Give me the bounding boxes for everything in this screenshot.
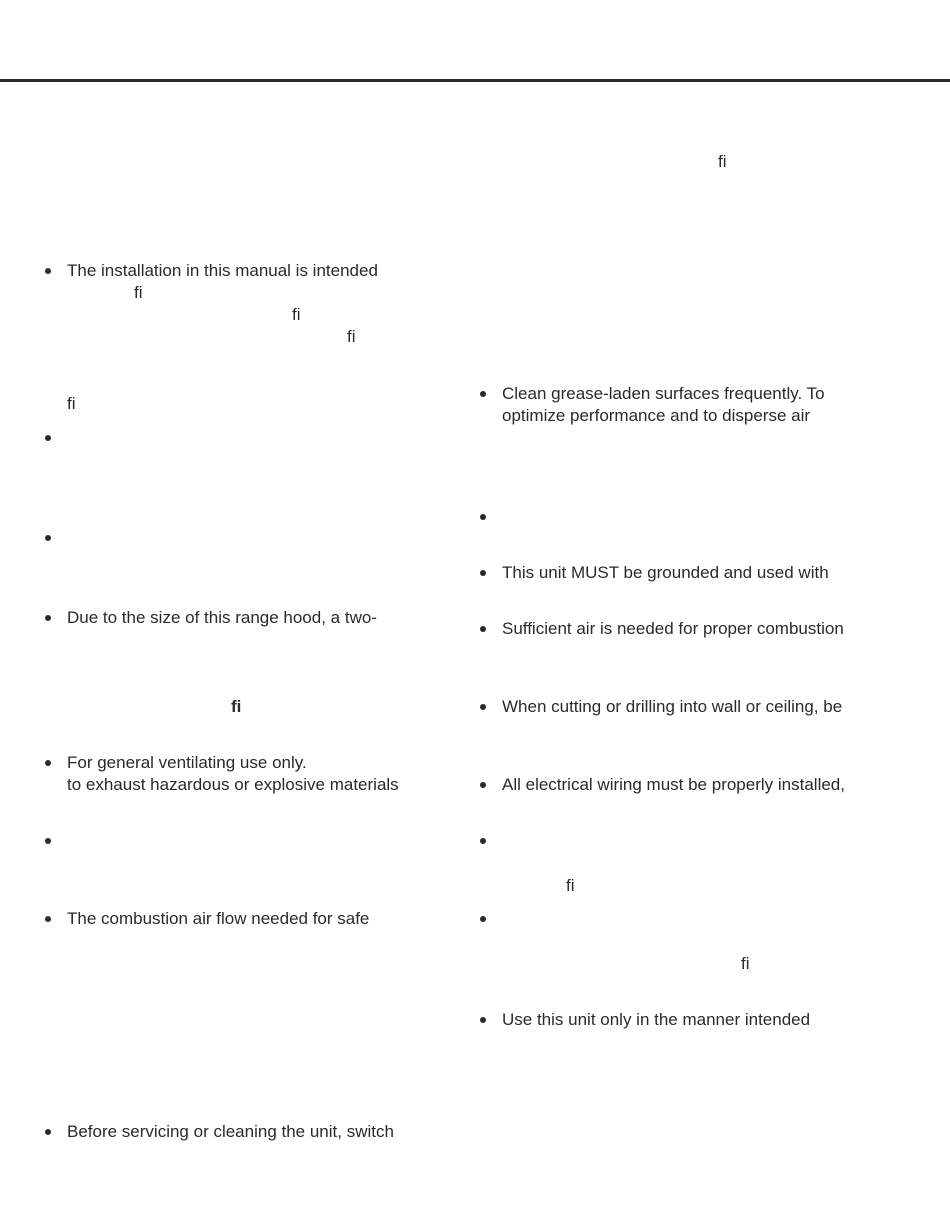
fragment-text: fi [718,152,727,171]
list-item-text: fi [134,283,143,302]
list-item-text: optimize performance and to disperse air [502,406,811,425]
bullet [480,391,486,397]
list-item-text: fi [566,876,575,895]
bullet [45,838,51,844]
list-item-text: For general ventilating use only. [67,753,307,772]
bullet [480,1017,486,1023]
list-item-text: Due to the size of this range hood, a two- [67,608,377,627]
header-rule [0,79,950,82]
list-item-text: fi [67,394,76,413]
bullet [480,782,486,788]
bullet [480,514,486,520]
bullet [480,570,486,576]
list-item-text: This unit MUST be grounded and used with [502,563,829,582]
bullet [480,838,486,844]
bullet [45,615,51,621]
bullet [45,268,51,274]
bullet [45,435,51,441]
bullet [480,704,486,710]
bullet [45,760,51,766]
list-item-note: fi [231,697,242,716]
bullet [480,626,486,632]
list-item-text: Clean grease-laden surfaces frequently. To [502,384,825,403]
list-item-text: Use this unit only in the manner intended [502,1010,811,1029]
bullet [480,916,486,922]
list-item-text: The installation in this manual is intended [67,261,378,280]
list-item-text: to exhaust hazardous or explosive materials [67,775,399,794]
list-item-text: The combustion air flow needed for safe [67,909,370,928]
list-item-text: All electrical wiring must be properly installed, [502,775,845,794]
list-item-text: When cutting or drilling into wall or ceiling, be [502,697,843,716]
bullet [45,916,51,922]
list-item-text: Before servicing or cleaning the unit, switch [67,1122,394,1141]
list-item-text: fi [347,327,356,346]
list-item-text: fi [292,305,301,324]
list-item-text: fi [741,954,750,973]
bullet [45,535,51,541]
bullet [45,1129,51,1135]
list-item-text: Sufficient air is needed for proper combustion [502,619,844,638]
